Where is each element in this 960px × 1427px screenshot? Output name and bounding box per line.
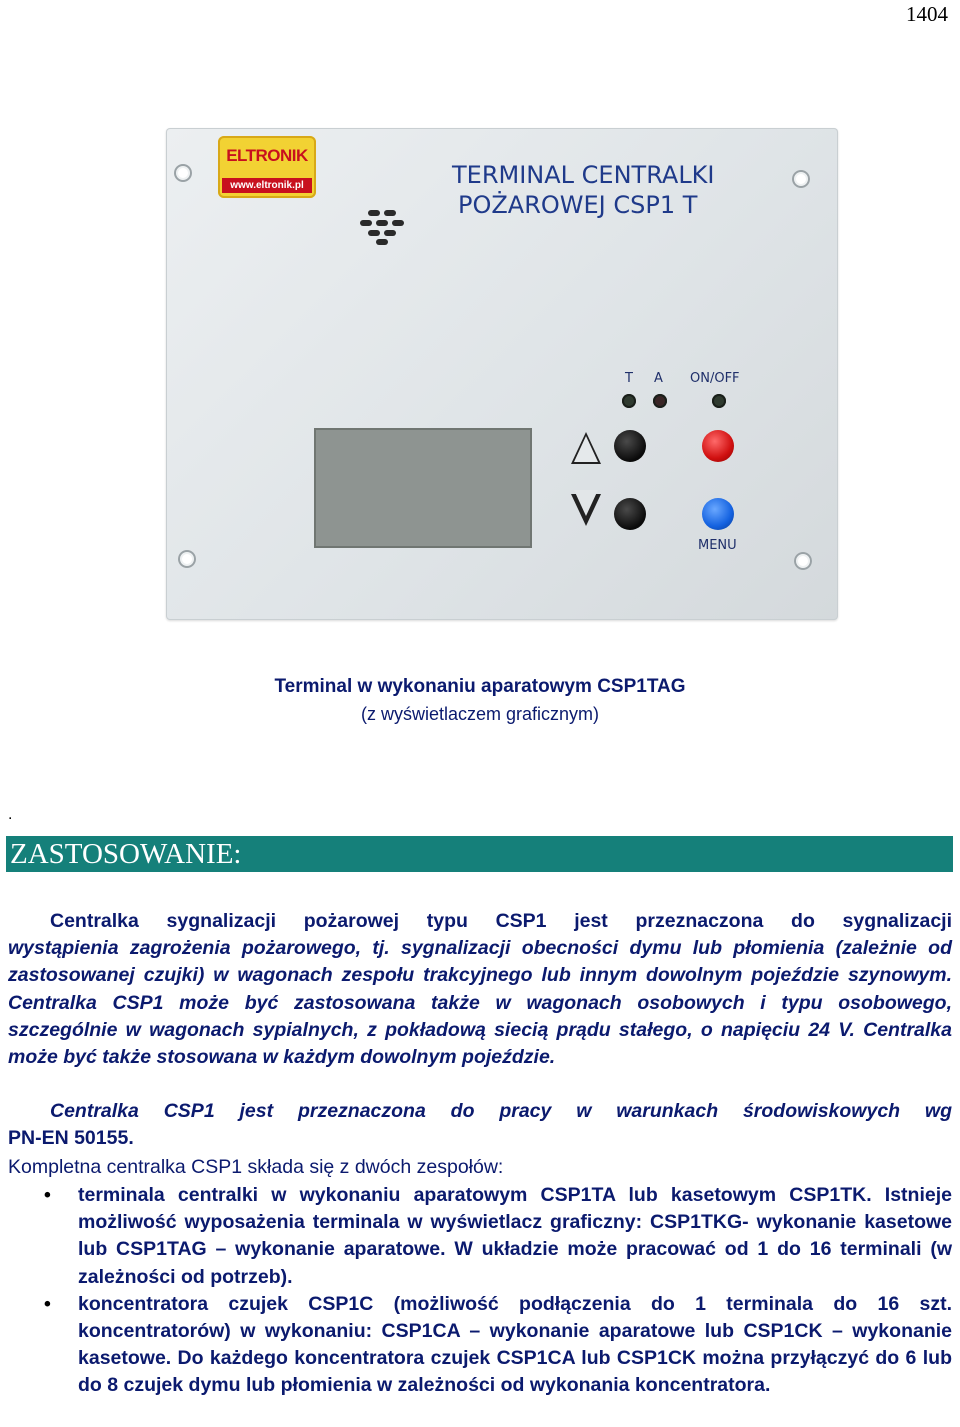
up-button[interactable] <box>614 430 646 462</box>
caption-title: Terminal w wykonaniu aparatowym CSP1TAG <box>274 676 686 697</box>
led-label-onoff: ON/OFF <box>690 371 740 386</box>
section-title: ZASTOSOWANIE: <box>10 838 242 870</box>
arrow-down-icon <box>571 494 601 526</box>
paragraph-environment-rest: PN-EN 50155. <box>8 1127 134 1150</box>
led-t-indicator <box>622 394 636 408</box>
bullet-icon: • <box>44 1292 51 1315</box>
down-button[interactable] <box>614 498 646 530</box>
section-dot: . <box>8 806 13 823</box>
list-item <box>8 1291 952 1400</box>
logo-url: www.eltronik.pl <box>222 178 312 193</box>
device-title-line2: POŻAROWEJ CSP1 T <box>458 191 698 219</box>
list-item-text: terminala centralki w wykonaniu aparatowym CSP1TA lub kasetowym CSP1TK. Istnieje możliwość wyposażenia terminala w wyświetlacz graficzny: CSP1TKG- wykonanie kasetowe lub CSP1TAG – wykonanie aparatowe. W układzie może pracować od 1 do 16 terminali (w zależności od potrzeb). <box>78 1184 952 1288</box>
device-title-line1: TERMINAL CENTRALKI <box>452 161 715 189</box>
logo-name: ELTRONIK <box>226 146 308 165</box>
device-title <box>452 160 715 220</box>
screw-bottom-right <box>794 552 812 570</box>
bullet-list <box>8 1182 952 1400</box>
paragraph-usage-rest: wystąpienia zagrożenia pożarowego, tj. sygnalizacji obecności dymu lub płomienia (zależnie od zastosowanej czujki) w wagonach zespołu trakcyjnego lub innym dowolnym pojeździe szynowym. Centralka CSP1 może być zastosowana także w wagonach osobowych i typu osobowego, szczególnie w wagonach sypialnych, z pokładową siecią prądu stałego, o napięciu 24 V. Centralka może być także stosowana w każdym dowolnym pojeździe. <box>8 937 952 1069</box>
eltronik-logo <box>218 136 316 198</box>
list-item <box>8 1182 952 1291</box>
led-label-a: A <box>654 371 663 386</box>
menu-button[interactable] <box>702 498 734 530</box>
paragraph-composition: Kompletna centralka CSP1 składa się z dwóch zespołów: <box>8 1156 504 1178</box>
led-onoff-indicator <box>712 394 726 408</box>
menu-label: MENU <box>698 538 737 553</box>
bullet-icon: • <box>44 1184 51 1206</box>
speaker-grille-icon <box>358 208 408 246</box>
led-label-t: T <box>625 371 633 386</box>
paragraph-usage-first-line: Centralka sygnalizacji pożarowej typu CSP1 jest przeznaczona do sygnalizacji <box>50 910 952 932</box>
arrow-up-icon <box>571 432 601 464</box>
page-number: 1404 <box>906 2 948 26</box>
device-photo <box>166 128 838 620</box>
onoff-button[interactable] <box>702 430 734 462</box>
caption-subtitle: (z wyświetlaczem graficznym) <box>360 704 600 724</box>
section-header <box>6 836 953 872</box>
paragraph-usage <box>8 908 952 1071</box>
led-a-indicator <box>653 394 667 408</box>
paragraph-environment-first-line: Centralka CSP1 jest przeznaczona do pracy w warunkach środowiskowych wg <box>50 1100 952 1122</box>
screw-top-right <box>792 170 810 188</box>
list-item-text: koncentratora czujek CSP1C (możliwość podłączenia do 1 terminala do 16 szt. koncentratorów) w wykonaniu: CSP1CA – wykonanie aparatowe lub CSP1CK – wykonanie kasetowe. Do każdego koncentratora czujek CSP1CA lub CSP1CK można przyłączyć do 6 lub do 8 czujek dymu lub płomienia w zależności od wykonania koncentratora. <box>78 1292 952 1397</box>
lcd-display <box>314 428 532 548</box>
screw-top-left <box>174 164 192 182</box>
screw-bottom-left <box>178 550 196 568</box>
paragraph-environment <box>8 1098 952 1152</box>
